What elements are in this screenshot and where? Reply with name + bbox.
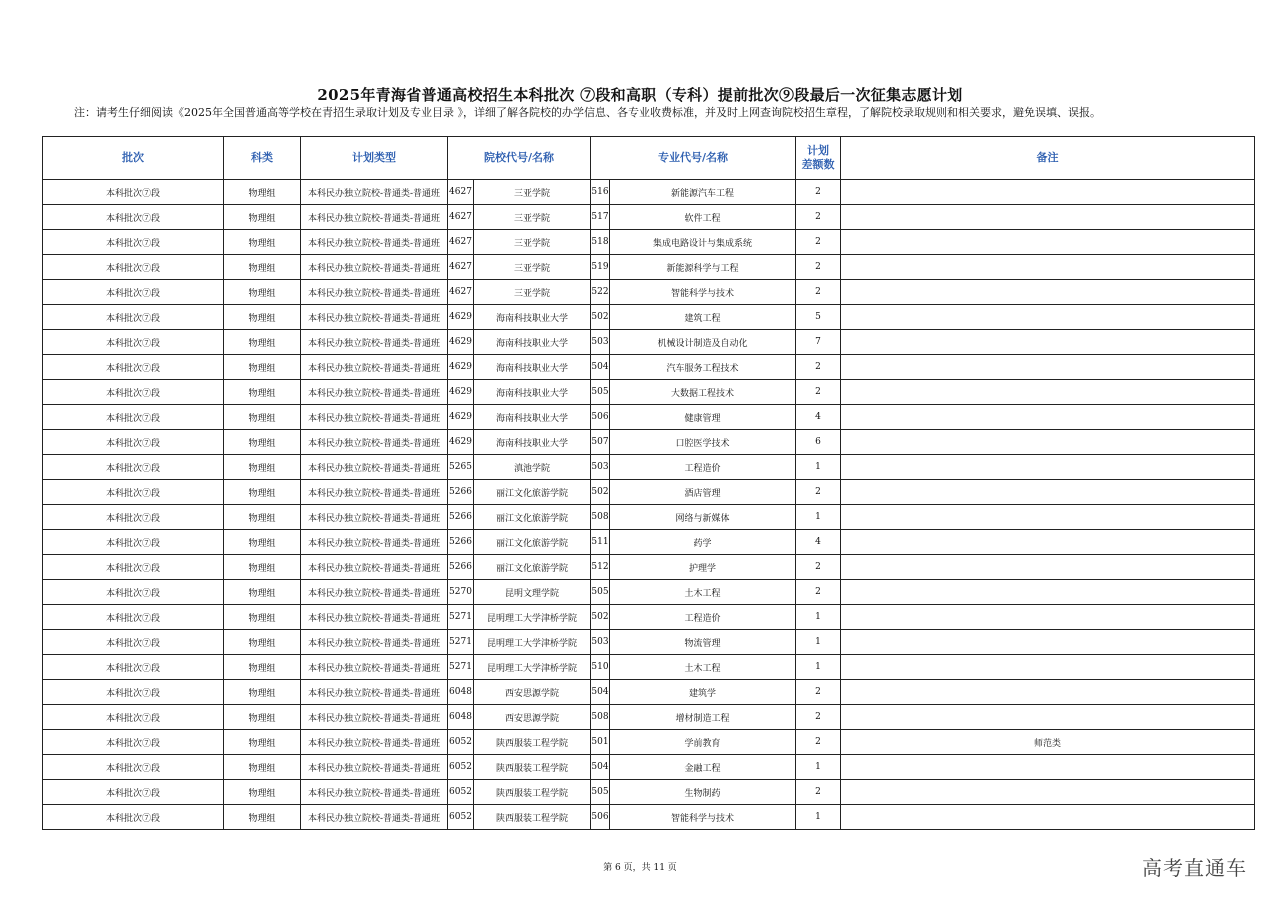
cell-school-name: 三亚学院: [474, 180, 591, 205]
cell-major-code: 505: [591, 780, 610, 805]
cell-gap: 1: [796, 505, 841, 530]
cell-school-name: 丽江文化旅游学院: [474, 480, 591, 505]
cell-remark: [841, 255, 1255, 280]
cell-remark: [841, 605, 1255, 630]
cell-remark: [841, 680, 1255, 705]
cell-remark: 师范类: [841, 730, 1255, 755]
cell-gap: 2: [796, 355, 841, 380]
cell-school-name: 海南科技职业大学: [474, 380, 591, 405]
cell-subject: 物理组: [224, 455, 301, 480]
cell-school-code: 4629: [448, 355, 474, 380]
cell-major-name: 新能源科学与工程: [610, 255, 796, 280]
cell-batch: 本科批次⑦段: [43, 430, 224, 455]
cell-major-name: 集成电路设计与集成系统: [610, 230, 796, 255]
cell-major-code: 506: [591, 405, 610, 430]
cell-major-name: 工程造价: [610, 605, 796, 630]
cell-school-code: 5266: [448, 530, 474, 555]
cell-major-code: 502: [591, 480, 610, 505]
cell-batch: 本科批次⑦段: [43, 630, 224, 655]
cell-major-name: 建筑学: [610, 680, 796, 705]
table-row: [43, 430, 1255, 455]
cell-plan-type: 本科民办独立院校-普通类-普通班: [301, 805, 448, 830]
cell-batch: 本科批次⑦段: [43, 305, 224, 330]
cell-school-name: 西安思源学院: [474, 705, 591, 730]
cell-school-code: 6048: [448, 680, 474, 705]
cell-remark: [841, 180, 1255, 205]
cell-major-name: 物流管理: [610, 630, 796, 655]
cell-major-name: 网络与新媒体: [610, 505, 796, 530]
cell-remark: [841, 205, 1255, 230]
cell-remark: [841, 305, 1255, 330]
cell-plan-type: 本科民办独立院校-普通类-普通班: [301, 330, 448, 355]
table-row: [43, 705, 1255, 730]
cell-gap: 2: [796, 680, 841, 705]
cell-remark: [841, 455, 1255, 480]
cell-school-name: 陕西服装工程学院: [474, 755, 591, 780]
cell-major-name: 口腔医学技术: [610, 430, 796, 455]
cell-school-name: 海南科技职业大学: [474, 330, 591, 355]
cell-gap: 6: [796, 430, 841, 455]
cell-school-name: 海南科技职业大学: [474, 405, 591, 430]
cell-major-name: 工程造价: [610, 455, 796, 480]
table-row: [43, 180, 1255, 205]
cell-major-name: 建筑工程: [610, 305, 796, 330]
cell-major-name: 汽车服务工程技术: [610, 355, 796, 380]
cell-batch: 本科批次⑦段: [43, 505, 224, 530]
cell-batch: 本科批次⑦段: [43, 280, 224, 305]
cell-batch: 本科批次⑦段: [43, 730, 224, 755]
cell-school-name: 昆明文理学院: [474, 580, 591, 605]
cell-school-code: 6052: [448, 755, 474, 780]
cell-school-name: 陕西服装工程学院: [474, 730, 591, 755]
cell-plan-type: 本科民办独立院校-普通类-普通班: [301, 405, 448, 430]
table-body: [43, 180, 1255, 830]
table-row: [43, 555, 1255, 580]
table-row: [43, 280, 1255, 305]
cell-gap: 1: [796, 455, 841, 480]
cell-remark: [841, 705, 1255, 730]
cell-school-code: 5266: [448, 505, 474, 530]
cell-batch: 本科批次⑦段: [43, 580, 224, 605]
cell-plan-type: 本科民办独立院校-普通类-普通班: [301, 180, 448, 205]
cell-batch: 本科批次⑦段: [43, 455, 224, 480]
cell-gap: 2: [796, 730, 841, 755]
cell-school-code: 5265: [448, 455, 474, 480]
cell-school-name: 陕西服装工程学院: [474, 805, 591, 830]
cell-major-code: 505: [591, 580, 610, 605]
cell-school-code: 5271: [448, 655, 474, 680]
cell-subject: 物理组: [224, 505, 301, 530]
cell-batch: 本科批次⑦段: [43, 605, 224, 630]
cell-remark: [841, 755, 1255, 780]
cell-subject: 物理组: [224, 605, 301, 630]
cell-remark: [841, 530, 1255, 555]
cell-remark: [841, 405, 1255, 430]
cell-subject: 物理组: [224, 705, 301, 730]
header-batch: 批次: [43, 137, 224, 180]
cell-school-code: 4627: [448, 205, 474, 230]
cell-school-code: 4627: [448, 255, 474, 280]
cell-major-code: 504: [591, 755, 610, 780]
cell-plan-type: 本科民办独立院校-普通类-普通班: [301, 605, 448, 630]
cell-subject: 物理组: [224, 380, 301, 405]
cell-school-name: 海南科技职业大学: [474, 355, 591, 380]
cell-batch: 本科批次⑦段: [43, 180, 224, 205]
cell-subject: 物理组: [224, 780, 301, 805]
cell-plan-type: 本科民办独立院校-普通类-普通班: [301, 705, 448, 730]
cell-remark: [841, 580, 1255, 605]
cell-subject: 物理组: [224, 555, 301, 580]
cell-major-name: 药学: [610, 530, 796, 555]
table-row: [43, 655, 1255, 680]
cell-remark: [841, 655, 1255, 680]
document-title: 2025年青海省普通高校招生本科批次 ⑦段和高职（专科）提前批次⑨段最后一次征集志愿计划: [317, 86, 963, 104]
cell-batch: 本科批次⑦段: [43, 655, 224, 680]
cell-subject: 物理组: [224, 580, 301, 605]
cell-major-name: 土木工程: [610, 655, 796, 680]
cell-gap: 2: [796, 780, 841, 805]
cell-batch: 本科批次⑦段: [43, 755, 224, 780]
cell-batch: 本科批次⑦段: [43, 480, 224, 505]
cell-plan-type: 本科民办独立院校-普通类-普通班: [301, 655, 448, 680]
cell-subject: 物理组: [224, 730, 301, 755]
cell-gap: 2: [796, 555, 841, 580]
cell-batch: 本科批次⑦段: [43, 380, 224, 405]
cell-school-name: 昆明理工大学津桥学院: [474, 630, 591, 655]
cell-major-name: 增材制造工程: [610, 705, 796, 730]
cell-major-code: 519: [591, 255, 610, 280]
cell-plan-type: 本科民办独立院校-普通类-普通班: [301, 630, 448, 655]
cell-gap: 2: [796, 255, 841, 280]
cell-major-code: 518: [591, 230, 610, 255]
cell-gap: 4: [796, 405, 841, 430]
cell-plan-type: 本科民办独立院校-普通类-普通班: [301, 230, 448, 255]
cell-school-name: 昆明理工大学津桥学院: [474, 605, 591, 630]
cell-school-name: 海南科技职业大学: [474, 430, 591, 455]
cell-major-code: 510: [591, 655, 610, 680]
cell-remark: [841, 780, 1255, 805]
cell-school-code: 6052: [448, 805, 474, 830]
cell-school-code: 4627: [448, 180, 474, 205]
cell-major-code: 503: [591, 455, 610, 480]
cell-major-name: 健康管理: [610, 405, 796, 430]
cell-major-code: 504: [591, 680, 610, 705]
cell-school-code: 4629: [448, 430, 474, 455]
cell-gap: 2: [796, 580, 841, 605]
cell-major-name: 智能科学与技术: [610, 280, 796, 305]
header-gap: [796, 137, 841, 180]
cell-major-name: 软件工程: [610, 205, 796, 230]
cell-major-name: 生物制药: [610, 780, 796, 805]
cell-subject: 物理组: [224, 180, 301, 205]
cell-school-name: 三亚学院: [474, 280, 591, 305]
cell-plan-type: 本科民办独立院校-普通类-普通班: [301, 755, 448, 780]
cell-gap: 2: [796, 230, 841, 255]
header-school: 院校代号/名称: [448, 137, 591, 180]
cell-school-code: 4629: [448, 380, 474, 405]
cell-school-name: 西安思源学院: [474, 680, 591, 705]
header-remark: 备注: [841, 137, 1255, 180]
table-row: [43, 780, 1255, 805]
cell-major-code: 517: [591, 205, 610, 230]
cell-remark: [841, 480, 1255, 505]
cell-major-code: 506: [591, 805, 610, 830]
cell-batch: 本科批次⑦段: [43, 680, 224, 705]
cell-school-code: 4629: [448, 330, 474, 355]
cell-school-code: 6052: [448, 780, 474, 805]
cell-school-code: 5266: [448, 480, 474, 505]
table-row: [43, 405, 1255, 430]
table-row: [43, 530, 1255, 555]
cell-batch: 本科批次⑦段: [43, 780, 224, 805]
table-row: [43, 355, 1255, 380]
cell-school-name: 丽江文化旅游学院: [474, 530, 591, 555]
cell-remark: [841, 280, 1255, 305]
cell-batch: 本科批次⑦段: [43, 530, 224, 555]
cell-plan-type: 本科民办独立院校-普通类-普通班: [301, 505, 448, 530]
cell-school-code: 6052: [448, 730, 474, 755]
cell-gap: 1: [796, 630, 841, 655]
cell-plan-type: 本科民办独立院校-普通类-普通班: [301, 255, 448, 280]
table-row: [43, 330, 1255, 355]
cell-gap: 7: [796, 330, 841, 355]
cell-major-name: 护理学: [610, 555, 796, 580]
cell-gap: 2: [796, 280, 841, 305]
cell-gap: 5: [796, 305, 841, 330]
cell-subject: 物理组: [224, 405, 301, 430]
cell-subject: 物理组: [224, 355, 301, 380]
cell-school-name: 丽江文化旅游学院: [474, 555, 591, 580]
cell-school-name: 三亚学院: [474, 230, 591, 255]
cell-subject: 物理组: [224, 330, 301, 355]
cell-major-name: 机械设计制造及自动化: [610, 330, 796, 355]
cell-major-code: 511: [591, 530, 610, 555]
cell-major-code: 503: [591, 330, 610, 355]
cell-subject: 物理组: [224, 205, 301, 230]
cell-gap: 1: [796, 755, 841, 780]
cell-plan-type: 本科民办独立院校-普通类-普通班: [301, 580, 448, 605]
cell-remark: [841, 330, 1255, 355]
cell-gap: 1: [796, 805, 841, 830]
cell-school-name: 昆明理工大学津桥学院: [474, 655, 591, 680]
cell-plan-type: 本科民办独立院校-普通类-普通班: [301, 680, 448, 705]
cell-major-name: 酒店管理: [610, 480, 796, 505]
cell-subject: 物理组: [224, 680, 301, 705]
cell-major-code: 508: [591, 705, 610, 730]
cell-plan-type: 本科民办独立院校-普通类-普通班: [301, 380, 448, 405]
cell-remark: [841, 355, 1255, 380]
cell-gap: 2: [796, 705, 841, 730]
table-row: [43, 680, 1255, 705]
cell-plan-type: 本科民办独立院校-普通类-普通班: [301, 355, 448, 380]
cell-batch: 本科批次⑦段: [43, 805, 224, 830]
cell-gap: 1: [796, 605, 841, 630]
cell-remark: [841, 555, 1255, 580]
cell-major-code: 504: [591, 355, 610, 380]
cell-plan-type: 本科民办独立院校-普通类-普通班: [301, 280, 448, 305]
cell-major-name: 学前教育: [610, 730, 796, 755]
cell-batch: 本科批次⑦段: [43, 405, 224, 430]
cell-gap: 2: [796, 480, 841, 505]
cell-subject: 物理组: [224, 805, 301, 830]
cell-school-code: 5266: [448, 555, 474, 580]
header-plan-type: 计划类型: [301, 137, 448, 180]
cell-plan-type: 本科民办独立院校-普通类-普通班: [301, 730, 448, 755]
cell-major-code: 502: [591, 605, 610, 630]
cell-plan-type: 本科民办独立院校-普通类-普通班: [301, 305, 448, 330]
cell-school-name: 三亚学院: [474, 205, 591, 230]
cell-school-code: 5271: [448, 630, 474, 655]
cell-major-code: 516: [591, 180, 610, 205]
cell-subject: 物理组: [224, 255, 301, 280]
cell-batch: 本科批次⑦段: [43, 255, 224, 280]
table-row: [43, 480, 1255, 505]
table-row: [43, 455, 1255, 480]
cell-batch: 本科批次⑦段: [43, 705, 224, 730]
cell-subject: 物理组: [224, 230, 301, 255]
cell-plan-type: 本科民办独立院校-普通类-普通班: [301, 780, 448, 805]
cell-school-name: 滇池学院: [474, 455, 591, 480]
cell-batch: 本科批次⑦段: [43, 205, 224, 230]
cell-subject: 物理组: [224, 480, 301, 505]
cell-major-code: 502: [591, 305, 610, 330]
cell-plan-type: 本科民办独立院校-普通类-普通班: [301, 455, 448, 480]
cell-school-code: 4629: [448, 305, 474, 330]
cell-major-code: 505: [591, 380, 610, 405]
cell-batch: 本科批次⑦段: [43, 330, 224, 355]
cell-gap: 2: [796, 205, 841, 230]
cell-school-name: 陕西服装工程学院: [474, 780, 591, 805]
cell-plan-type: 本科民办独立院校-普通类-普通班: [301, 480, 448, 505]
notice-text: 注：请考生仔细阅读《2025年全国普通高等学校在青招生录取计划及专业目录 》，详细了解各院校的办学信息、各专业收费标准，并及时上网查询院校招生章程，了解院校录取规则和相关要求，避免误填、误报。: [74, 106, 1101, 119]
cell-school-code: 5271: [448, 605, 474, 630]
cell-major-code: 508: [591, 505, 610, 530]
cell-major-code: 503: [591, 630, 610, 655]
cell-subject: 物理组: [224, 755, 301, 780]
cell-batch: 本科批次⑦段: [43, 555, 224, 580]
cell-subject: 物理组: [224, 280, 301, 305]
table-row: [43, 305, 1255, 330]
cell-remark: [841, 805, 1255, 830]
cell-plan-type: 本科民办独立院校-普通类-普通班: [301, 530, 448, 555]
cell-major-name: 土木工程: [610, 580, 796, 605]
table-row: [43, 380, 1255, 405]
plan-table: [42, 136, 1255, 830]
header-gap-line2: 差额数: [801, 158, 835, 171]
cell-remark: [841, 380, 1255, 405]
cell-plan-type: 本科民办独立院校-普通类-普通班: [301, 430, 448, 455]
cell-school-name: 丽江文化旅游学院: [474, 505, 591, 530]
table-row: [43, 230, 1255, 255]
cell-major-name: 金融工程: [610, 755, 796, 780]
cell-subject: 物理组: [224, 655, 301, 680]
cell-batch: 本科批次⑦段: [43, 355, 224, 380]
cell-major-name: 新能源汽车工程: [610, 180, 796, 205]
table-row: [43, 580, 1255, 605]
cell-plan-type: 本科民办独立院校-普通类-普通班: [301, 205, 448, 230]
table-row: [43, 505, 1255, 530]
cell-school-code: 6048: [448, 705, 474, 730]
table-row: [43, 255, 1255, 280]
table-row: [43, 630, 1255, 655]
cell-school-code: 5270: [448, 580, 474, 605]
cell-subject: 物理组: [224, 305, 301, 330]
cell-major-code: 522: [591, 280, 610, 305]
watermark-logo: 高考直通车: [1142, 856, 1247, 880]
table-row: [43, 805, 1255, 830]
cell-major-code: 501: [591, 730, 610, 755]
header-subject: 科类: [224, 137, 301, 180]
cell-major-code: 512: [591, 555, 610, 580]
cell-gap: 1: [796, 655, 841, 680]
cell-gap: 4: [796, 530, 841, 555]
cell-major-name: 大数据工程技术: [610, 380, 796, 405]
cell-subject: 物理组: [224, 630, 301, 655]
cell-school-code: 4629: [448, 405, 474, 430]
cell-school-name: 三亚学院: [474, 255, 591, 280]
cell-major-code: 507: [591, 430, 610, 455]
cell-batch: 本科批次⑦段: [43, 230, 224, 255]
cell-gap: 2: [796, 180, 841, 205]
header-gap-line1: 计划: [807, 144, 829, 157]
cell-remark: [841, 630, 1255, 655]
page-number: 第 6 页，共 11 页: [603, 863, 677, 873]
cell-remark: [841, 230, 1255, 255]
cell-subject: 物理组: [224, 530, 301, 555]
table-header-row: [43, 137, 1255, 180]
cell-plan-type: 本科民办独立院校-普通类-普通班: [301, 555, 448, 580]
table-row: [43, 205, 1255, 230]
cell-major-name: 智能科学与技术: [610, 805, 796, 830]
cell-gap: 2: [796, 380, 841, 405]
table-row: [43, 755, 1255, 780]
cell-remark: [841, 505, 1255, 530]
cell-subject: 物理组: [224, 430, 301, 455]
cell-school-code: 4627: [448, 280, 474, 305]
table-row: [43, 730, 1255, 755]
table-row: [43, 605, 1255, 630]
cell-school-code: 4627: [448, 230, 474, 255]
cell-remark: [841, 430, 1255, 455]
cell-school-name: 海南科技职业大学: [474, 305, 591, 330]
header-major: 专业代号/名称: [591, 137, 796, 180]
